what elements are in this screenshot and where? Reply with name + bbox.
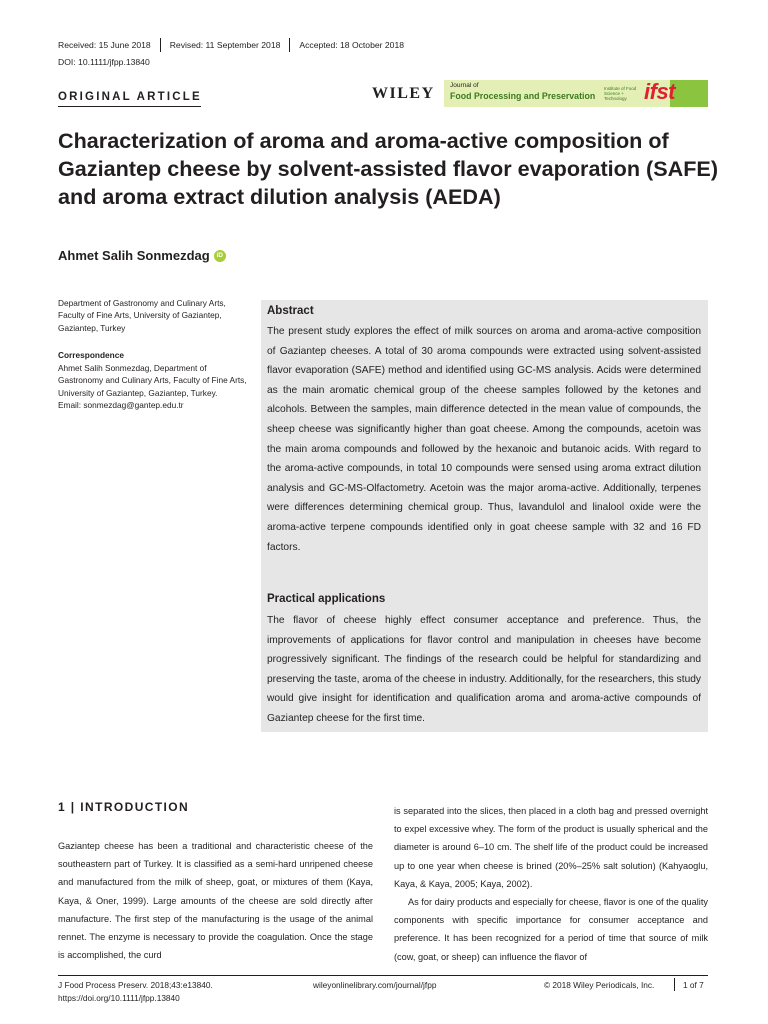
doi[interactable]: DOI: 10.1111/jfpp.13840 xyxy=(58,57,150,67)
divider xyxy=(674,978,675,991)
footer-rule xyxy=(58,975,708,976)
page-number: 1 of 7 xyxy=(683,980,704,990)
paragraph: As for dairy products and especially for cheese, flavor is one of the quality components with specific importance for consumer acceptance and preference. It has been recognized for a period of time that source of milk (cow, goat, or sheep) can influence the flavor of xyxy=(394,897,708,962)
correspondence-address: Ahmet Salih Sonmezdag, Department of Gastronomy and Culinary Arts, Faculty of Fine Arts, University of Gaziantep, Gaziantep, Turkey. xyxy=(58,363,247,398)
footer-citation: J Food Process Preserv. 2018;43:e13840. xyxy=(58,980,213,990)
affiliation: Department of Gastronomy and Culinary Arts, Faculty of Fine Arts, University of Gaziantep, Gaziantep, Turkey xyxy=(58,298,226,333)
footer-doi-link[interactable]: https://doi.org/10.1111/jfpp.13840 xyxy=(58,993,180,1003)
author-name[interactable]: Ahmet Salih Sonmezdag xyxy=(58,248,210,263)
abstract-heading: Abstract xyxy=(267,305,314,317)
correspondence-email[interactable]: Email: sonmezdag@gantep.edu.tr xyxy=(58,399,184,410)
article-title: Characterization of aroma and aroma-active composition of Gaziantep cheese by solvent-assisted flavor evaporation (SAFE) and aroma extract dilution analysis (AEDA) xyxy=(58,128,719,209)
footer-journal-link[interactable]: wileyonlinelibrary.com/journal/jfpp xyxy=(313,980,437,990)
accepted-date: Accepted: 18 October 2018 xyxy=(299,40,405,50)
paragraph: is separated into the slices, then placed in a cloth bag and pressed overnight to expel excessive whey. The form of the product is usually spherical and the diameter is around 6–10 cm. The shelf life of the product could be increased up to one year when cheese is brined (20%–25% salt solution) (Kahyaoglu, Kaya, & Kaya, 2005; Kaya, 2002). xyxy=(394,806,708,889)
correspondence-block xyxy=(58,362,248,411)
abstract-text: The present study explores the effect of milk sources on aroma and aroma-active composition of Gaziantep cheeses. A total of 30 aroma compounds were extracted using solvent-assisted flavor evaporation (SAFE) method and identified using GC-MS analysis. Acids were determined as the main aromatic chemical group of the cheese samples followed by the ketones and alcohols. Between the samples, main difference detected in the mean value of compounds, the sheep cheese was significantly higher than goat cheese. Among the compounds, acetoin was the main aroma compounds and followed by the hexanoic and butanoic acids. With regard to the aroma-active compounds, in total 10 compounds were sensed using aroma extract dilution analysis and GC-MS-Olfactometry. Acetoin was the major aroma-active. Additionally, terpenes were differences determining chemical group. Thus, lavandulol and linalool oxide were the aroma-active terpene compounds identified only in goat cheese sample with 32 and 16 FD factors. xyxy=(267,326,701,553)
journal-of-label: Journal of xyxy=(450,82,479,89)
divider xyxy=(160,38,161,52)
ifst-caption: Institute of Food Science + Technology xyxy=(604,86,637,101)
divider xyxy=(289,38,290,52)
journal-name[interactable]: Food Processing and Preservation xyxy=(450,91,596,101)
practical-applications-heading: Practical applications xyxy=(267,593,386,605)
article-type-underline xyxy=(58,106,201,107)
introduction-right-column xyxy=(394,802,708,966)
orcid-icon[interactable]: iD xyxy=(214,250,226,262)
author-line xyxy=(58,248,226,263)
received-date: Received: 15 June 2018 xyxy=(58,40,151,50)
practical-applications-text: The flavor of cheese highly effect consumer acceptance and preference. Thus, the improvements of applications for flavor control and manipulation in cheeses have become progressively significant. The findings of the research could be helpful for standardizing and preserving the taste, aroma of the cheese in industry. Additionally, for the researchers, this study would give insight for identification and qualification aroma and aroma-active compounds of Gaziantep cheese for the first time. xyxy=(267,615,701,724)
journal-banner-accent xyxy=(670,80,708,107)
introduction-heading: 1 | INTRODUCTION xyxy=(58,800,190,814)
correspondence-heading: Correspondence xyxy=(58,350,124,360)
article-type: ORIGINAL ARTICLE xyxy=(58,91,202,103)
revised-date: Revised: 11 September 2018 xyxy=(169,40,281,50)
publisher-logo[interactable]: WILEY xyxy=(372,85,435,102)
date-line xyxy=(58,38,404,52)
ifst-logo: ifst xyxy=(644,79,675,104)
introduction-left-column: Gaziantep cheese has been a traditional and characteristic cheese of the southeastern part of Turkey. It is classified as a semi-hard unripened cheese and manufactured from the milk of sheep, goat, or mixtures of them (Kaya, Kaya, & Oner, 1999). Large amounts of the cheese are sold directly after manufacture. The first step of the manufacturing is the usage of the animal rennet. The enzyme is necessary to provide the coagulation. Once the stage is accomplished, the curd xyxy=(58,841,373,961)
footer-copyright: © 2018 Wiley Periodicals, Inc. xyxy=(544,980,655,990)
